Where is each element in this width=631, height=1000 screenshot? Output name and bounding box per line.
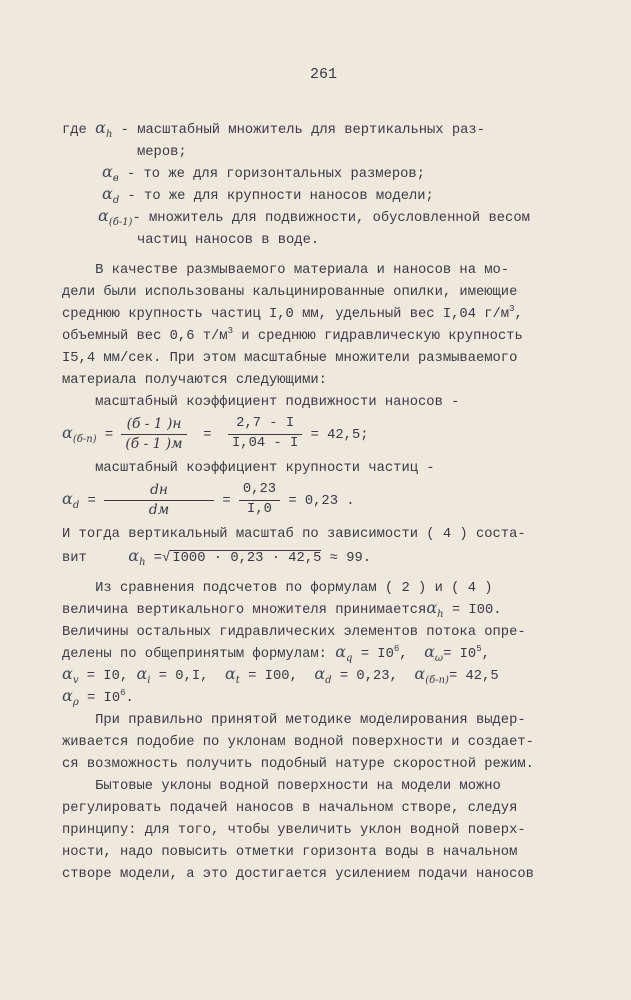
page-number: 261 xyxy=(310,66,338,83)
text-line: делены по общепринятым формулам: $\alpha_q = I0^6$, $\alpha_\omega= I0^5$, xyxy=(62,642,490,664)
formula-vertical: вит $\alpha_h$ =√ I000 · 0,23 · 42,5 ≈ 99. xyxy=(62,546,372,568)
definition-b: $\alpha_в$ - то же для горизонтальных размеров; xyxy=(102,162,425,184)
text-line: принципу: для того, чтобы увеличить уклон водной поверх- xyxy=(62,823,526,838)
definition-d: $\alpha_d$ - то же для крупности наносов модели; xyxy=(102,184,434,206)
definitions xyxy=(62,120,622,252)
fraction: $\frac{(б - 1 )н}{(б - 1 )м}$ xyxy=(121,415,186,454)
text-line: $\alpha_\rho = I0^6$. xyxy=(62,686,134,708)
text-line: I5,4 мм/сек. При этом масштабные множители размываемого xyxy=(62,351,518,366)
definition-b1: $\alpha_{(б-1)}-$ множитель для подвижности, обусловленной весом xyxy=(98,206,530,228)
text-line: $\alpha_v = I0$, $\alpha_i = 0,I$, $\alpha_t = I00$, $\alpha_d = 0,23$, $\alpha_{(б-п)}= 42,5$ xyxy=(62,664,499,686)
definition-h: где $\alpha_h$ - масштабный множитель для вертикальных раз- xyxy=(62,118,485,140)
text-line: При правильно принятой методике моделирования выдер- xyxy=(62,713,526,728)
text-line: среднюю крупность частиц I,0 мм, удельный вес I,04 $г/м^3$, xyxy=(62,304,523,322)
formula-mobility: $\alpha_{(б-п)}$ = $\frac{(б - 1 )н}{(б - 1 )м}$ = $\frac{2,7 - I}{I,04 - I}$ = 42,5; xyxy=(62,415,369,452)
text-line: Бытовые уклоны водной поверхности на модели можно xyxy=(62,779,501,794)
page-body xyxy=(62,120,622,886)
formula-size: $\alpha_d$ = $\frac{dн}{dм}$ = $\frac{0,23}{I,0}$ = 0,23 . xyxy=(62,481,355,518)
text-line: дели были использованы кальцинированные опилки, имеющие xyxy=(62,285,518,300)
text-line: материала получаются следующими: xyxy=(62,373,327,388)
text-line: Величины остальных гидравлических элементов потока опре- xyxy=(62,625,526,640)
fraction: $\frac{dн}{dм}$ xyxy=(104,481,214,520)
text-line: регулировать подачей наносов в начальном створе, следуя xyxy=(62,801,518,816)
text-line: масштабный коэффициент подвижности наносов - xyxy=(62,395,460,410)
fraction: $\frac{0,23}{I,0}$ xyxy=(239,481,280,520)
text-line: ности, надо повысить отметки горизонта воды в начальном xyxy=(62,845,518,860)
text-line: масштабный коэффициент крупности частиц - xyxy=(62,461,435,476)
text-line: В качестве размываемого материала и наносов на мо- xyxy=(62,263,510,278)
fraction: $\frac{2,7 - I}{I,04 - I}$ xyxy=(228,415,302,454)
text-line: ся возможность получить подобный натуре скоростной режим. xyxy=(62,757,534,772)
paragraph-method xyxy=(62,710,622,886)
paragraph-comparison xyxy=(62,578,622,710)
text-line: Из сравнения подсчетов по формулам ( 2 ) и ( 4 ) xyxy=(62,581,493,596)
paragraph-materials xyxy=(62,260,622,414)
definition-cont: меров; xyxy=(137,145,187,160)
text-line: живается подобие по уклонам водной поверхности и создает- xyxy=(62,735,534,750)
text-line: величина вертикального множителя принимаетсяα$_h$ = I00. xyxy=(62,598,502,620)
spacer xyxy=(62,252,622,260)
definition-cont: частиц наносов в воде. xyxy=(137,233,320,248)
text-line: И тогда вертикальный масштаб по зависимости ( 4 ) соста- xyxy=(62,527,526,542)
text-line: створе модели, а это достигается усилением подачи наносов xyxy=(62,867,534,882)
text-line: объемный вес 0,6 $т/м^3$ и среднюю гидравлическую крупность xyxy=(62,326,523,344)
